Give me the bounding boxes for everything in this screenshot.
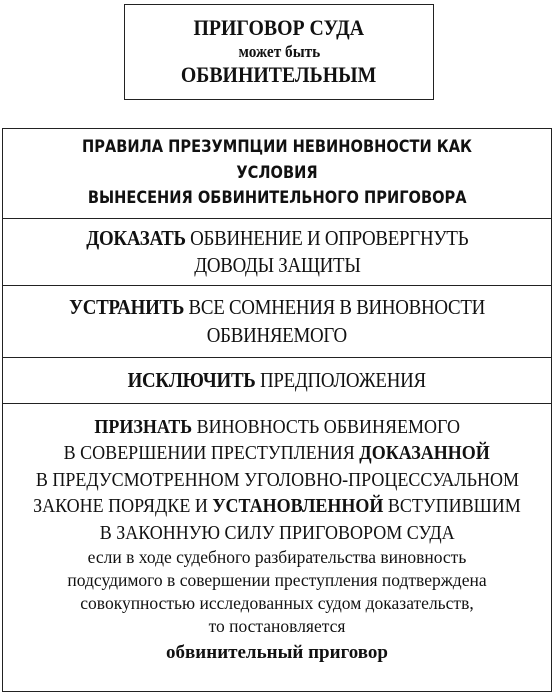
condition-line4: то постановляется [208, 616, 346, 637]
rule-prove-verb: ДОКАЗАТЬ [85, 225, 186, 250]
rule-remove-line1 [69, 294, 485, 321]
rule-recognize-text1: ВИНОВНОСТЬ ОБВИНЯЕМОГО [191, 416, 460, 438]
condition-line3: совокупностью исследованных судом доказательств, [80, 593, 474, 614]
rules-header-line1: ПРАВИЛА ПРЕЗУМПЦИИ НЕВИНОВНОСТИ КАК УСЛОВИЯ [81, 137, 473, 183]
verdict-title-line3: ОБВИНИТЕЛЬНЫМ [181, 62, 377, 88]
rule-remove-verb: УСТРАНИТЬ [69, 295, 185, 320]
rule-prove-text1: ОБВИНЕНИЕ И ОПРОВЕРГНУТЬ [185, 225, 469, 250]
rule-remove-text1: ВСЕ СОМНЕНИЯ В ВИНОВНОСТИ [184, 295, 485, 320]
rule-recognize-text4c: ВСТУПИВШИМ [383, 495, 521, 518]
rule-recognize-line3: В ПРЕДУСМОТРЕННОМ УГОЛОВНО-ПРОЦЕССУАЛЬНОМ [35, 468, 519, 491]
rules-header-line2: ВЫНЕСЕНИЯ ОБВИНИТЕЛЬНОГО ПРИГОВОРА [87, 188, 467, 209]
guilty-verdict-label: обвинительный приговор [166, 642, 388, 664]
rule-recognize-row [3, 404, 551, 691]
rule-recognize-text4a: ЗАКОНЕ ПОРЯДКЕ И [33, 495, 213, 518]
rule-recognize-established: УСТАНОВЛЕННОЙ [212, 495, 384, 518]
rule-prove-line2: ДОВОДЫ ЗАЩИТЫ [193, 253, 361, 277]
rule-prove-row [3, 219, 551, 286]
rule-recognize-line1 [94, 414, 460, 440]
rule-remove-line2: ОБВИНЯЕМОГО [206, 322, 348, 347]
verdict-title-line2: может быть [238, 41, 320, 61]
rule-recognize-line4 [33, 493, 521, 519]
rule-exclude-row [3, 358, 551, 404]
rule-recognize-verb: ПРИЗНАТЬ [94, 416, 192, 438]
rule-recognize-line2 [64, 440, 490, 466]
rule-exclude-verb: ИСКЛЮЧИТЬ [127, 367, 256, 392]
verdict-title-line1: ПРИГОВОР СУДА [193, 15, 365, 41]
rule-recognize-line5: В ЗАКОННУЮ СИЛУ ПРИГОВОРОМ СУДА [99, 521, 455, 544]
rule-recognize-condition-block [67, 546, 486, 638]
condition-line1: если в ходе судебного разбирательства виновность [87, 546, 467, 567]
condition-line2: подсудимого в совершении преступления подтверждена [67, 570, 487, 591]
rule-recognize-text2a: В СОВЕРШЕНИИ ПРЕСТУПЛЕНИЯ [63, 442, 360, 465]
presumption-rules-table [2, 128, 552, 692]
rule-recognize-caps-block [6, 414, 548, 546]
rules-header-row [3, 129, 551, 219]
rule-exclude-text1: ПРЕДПОЛОЖЕНИЯ [255, 367, 427, 392]
rule-exclude-line1 [128, 367, 426, 394]
rule-prove-line1 [86, 225, 468, 252]
verdict-title-box [124, 4, 434, 100]
rule-recognize-proven: ДОКАЗАННОЙ [359, 442, 491, 465]
rule-remove-row [3, 286, 551, 358]
